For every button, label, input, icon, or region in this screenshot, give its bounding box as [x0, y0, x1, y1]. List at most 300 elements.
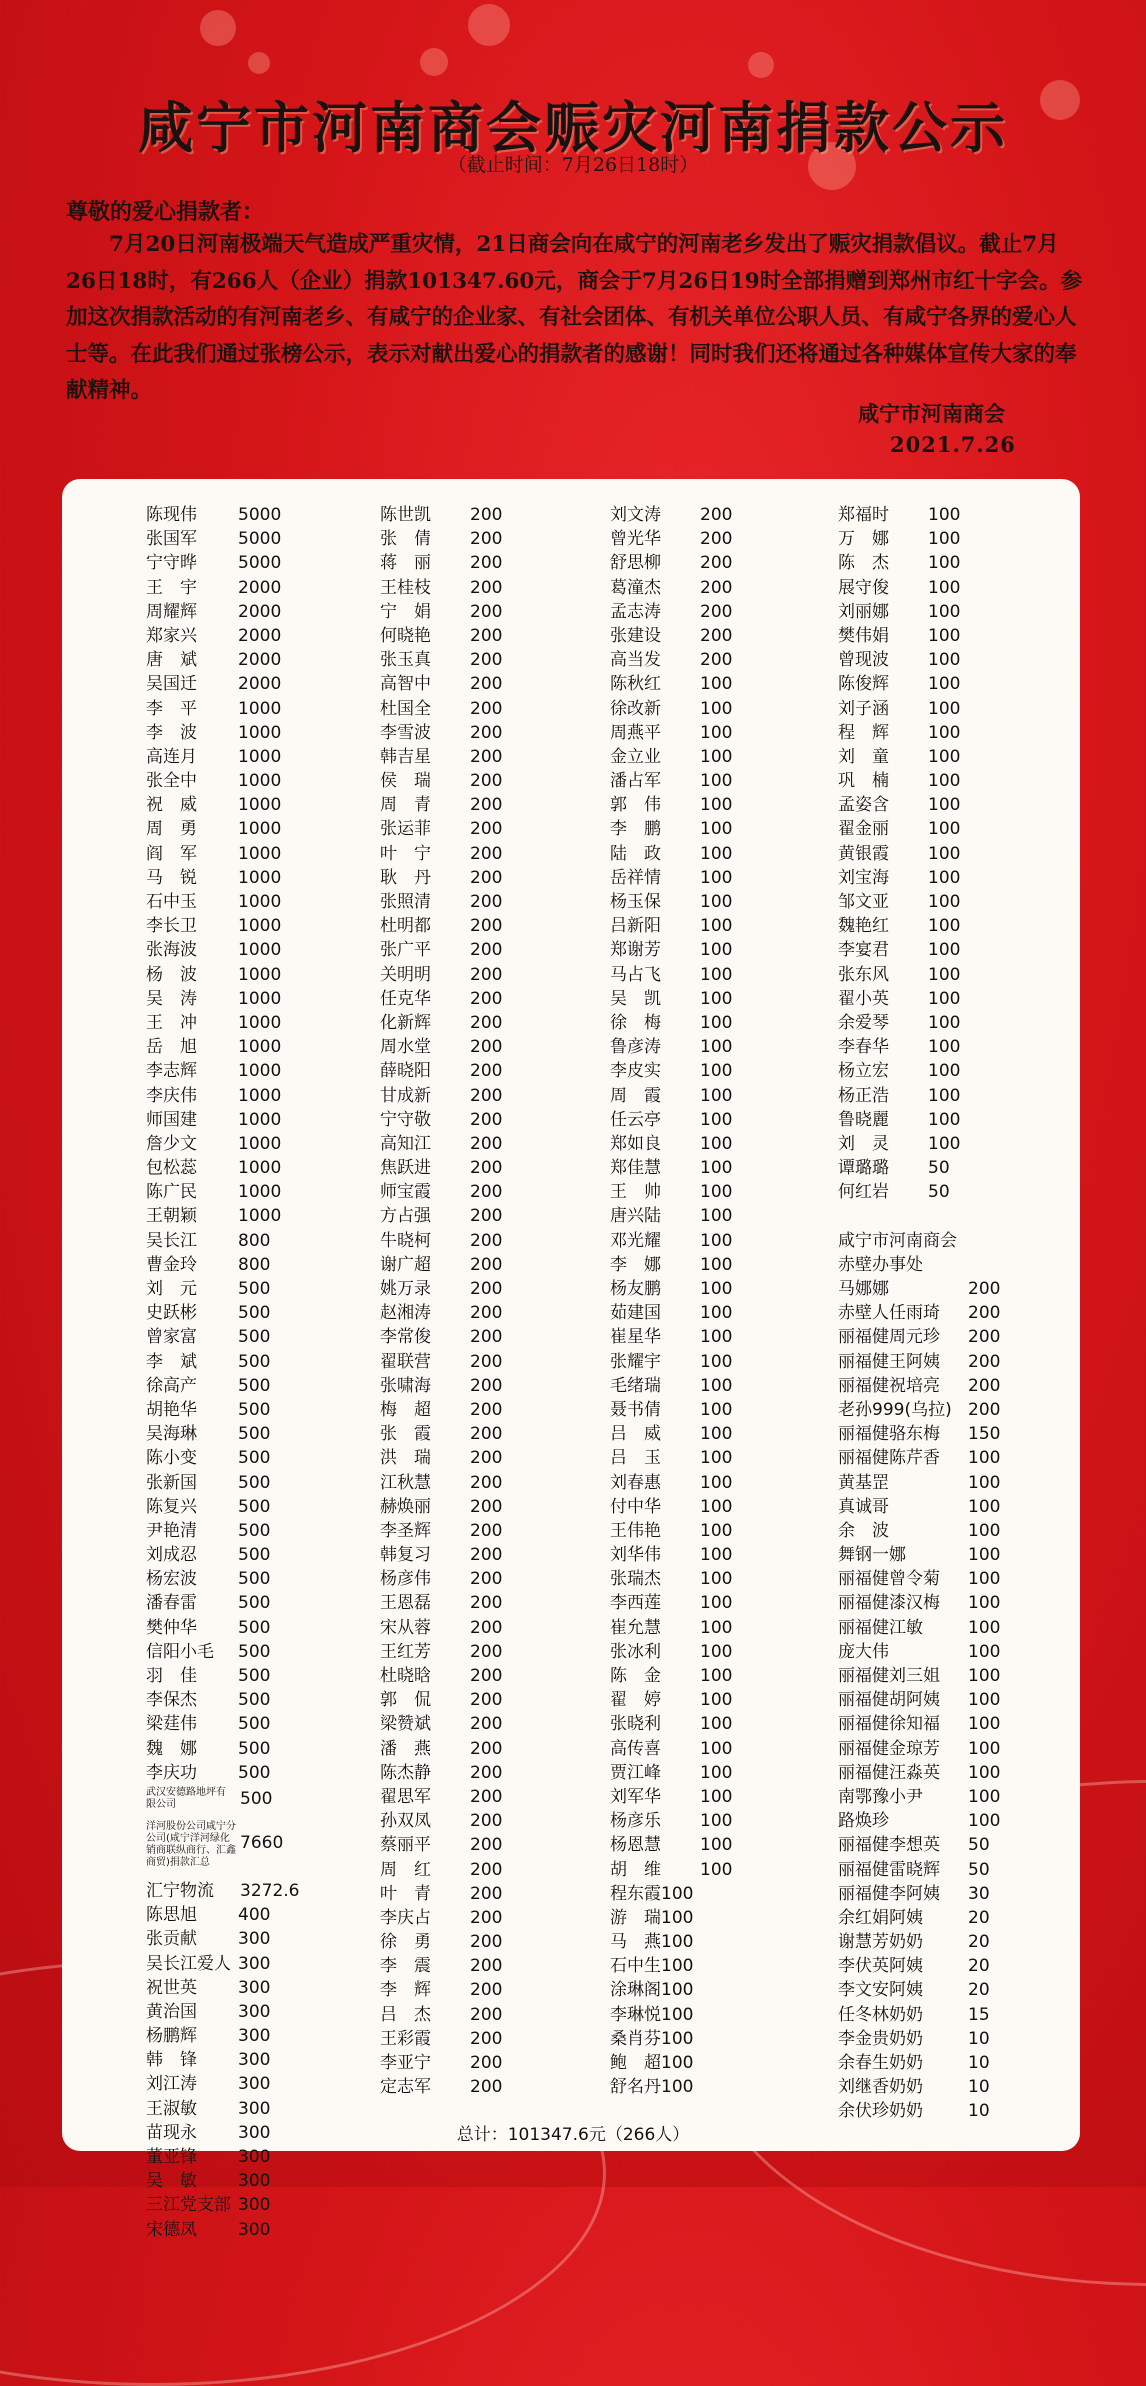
donation-amount: 100: [700, 771, 733, 792]
donation-amount: 300: [238, 2026, 271, 2047]
donation-amount: 200: [470, 1690, 503, 1711]
donor-name: 张啸海: [380, 1375, 431, 1396]
donation-amount: 200: [470, 1762, 503, 1783]
donation-amount: 200: [470, 1907, 503, 1928]
donation-amount: 200: [470, 722, 503, 743]
donor-row: [146, 1301, 346, 1325]
donor-row: [146, 576, 346, 600]
donor-name: 孙双凤: [380, 1811, 431, 1832]
donation-amount: 800: [238, 1230, 271, 1251]
donor-row: [380, 1132, 580, 1156]
donation-amount: 50: [968, 1859, 990, 1880]
donation-amount: 100: [700, 1835, 733, 1856]
donor-name: 郑谢芳: [610, 940, 661, 961]
donor-name: 甘成新: [380, 1085, 431, 1106]
donor-name: 何晓艳: [380, 625, 431, 646]
donor-name: 李圣辉: [380, 1520, 431, 1541]
donor-name: 周 青: [380, 795, 431, 816]
donor-name: 方占强: [380, 1206, 431, 1227]
donor-name: 阎 军: [146, 843, 197, 864]
donation-amount: 500: [238, 1762, 271, 1783]
donor-name: 李伏英阿姨: [838, 1956, 923, 1977]
donor-row: [610, 1688, 810, 1712]
donor-name: 樊仲华: [146, 1617, 197, 1638]
donor-row: [380, 1978, 580, 2002]
donor-row: [610, 600, 810, 624]
donor-row: [146, 1277, 346, 1301]
donor-name: 杨鹏辉: [146, 2026, 197, 2047]
donor-name: 翟 婷: [610, 1690, 661, 1711]
donor-row: [146, 1108, 346, 1132]
donor-name: 桑肖芬100: [610, 2028, 694, 2049]
donation-amount: 500: [238, 1496, 271, 1517]
donor-name: 路焕珍: [838, 1811, 889, 1832]
donor-name: 叶 青: [380, 1883, 431, 1904]
donor-row: [146, 1879, 346, 1903]
donor-row: [838, 672, 1038, 696]
donation-amount: 500: [238, 1714, 271, 1735]
donor-row: [838, 1156, 1038, 1180]
donor-name: 孟姿含: [838, 795, 889, 816]
donation-amount: 800: [238, 1254, 271, 1275]
donor-name: 谭璐璐: [838, 1158, 889, 1179]
donor-row: [380, 1906, 580, 1930]
donor-row: [380, 1277, 580, 1301]
donor-row: [380, 1616, 580, 1640]
donor-row: [610, 2027, 810, 2051]
donor-row: [838, 745, 1038, 769]
donor-row: [838, 721, 1038, 745]
donor-row: [380, 1204, 580, 1228]
donation-amount: 100: [700, 1085, 733, 1106]
donor-name: 丽福健胡阿姨: [838, 1690, 940, 1711]
donor-row: [146, 1712, 346, 1736]
donor-row: [146, 1471, 346, 1495]
donor-row: [380, 1301, 580, 1325]
donation-amount: 200: [968, 1327, 1001, 1348]
donor-row: [146, 987, 346, 1011]
donor-row: [610, 1374, 810, 1398]
donation-amount: 100: [700, 746, 733, 767]
donation-amount: 100: [700, 674, 733, 695]
donor-name: 庞大伟: [838, 1641, 889, 1662]
donor-row: [146, 793, 346, 817]
donation-amount: 300: [238, 2171, 271, 2192]
donor-name: 李 斌: [146, 1351, 197, 1372]
donor-row: [146, 1180, 346, 1204]
donor-row: [380, 1954, 580, 1978]
donor-name: 李保杰: [146, 1690, 197, 1711]
donation-amount: 100: [928, 698, 961, 719]
donor-name: 薛晓阳: [380, 1061, 431, 1082]
donor-row: [838, 1616, 1038, 1640]
donor-name: 李 鹏: [610, 819, 661, 840]
donation-amount: 100: [968, 1714, 1001, 1735]
donor-row: [610, 890, 810, 914]
donation-amount: 100: [928, 1037, 961, 1058]
donor-row: [610, 1930, 810, 1954]
donor-name: 石中玉: [146, 892, 197, 912]
donor-row: [838, 2027, 1038, 2051]
donor-row: [838, 1954, 1038, 1978]
donation-amount: 100: [928, 867, 961, 888]
donor-row: [610, 769, 810, 793]
donor-row: [838, 1543, 1038, 1567]
donor-row: [838, 1906, 1038, 1930]
donation-amount: 1000: [238, 1133, 282, 1154]
donor-row: [838, 1350, 1038, 1374]
donation-amount: 300: [238, 2050, 271, 2071]
donor-row: [380, 1640, 580, 1664]
donor-row: [610, 914, 810, 938]
donation-amount: 100: [700, 1859, 733, 1880]
donation-amount: 100: [928, 601, 961, 622]
donation-amount: 200: [700, 505, 733, 525]
donor-name: 詹少文: [146, 1133, 197, 1154]
donor-name: 谢慧芳奶奶: [838, 1932, 923, 1953]
donor-name: 崔星华: [610, 1327, 661, 1348]
donor-row: [610, 866, 810, 890]
donor-row: [146, 1422, 346, 1446]
donation-amount: 100: [968, 1472, 1001, 1493]
donor-row: [838, 890, 1038, 914]
donor-row: [146, 817, 346, 841]
donation-amount: 100: [700, 1448, 733, 1469]
donor-name: 刘军华: [610, 1786, 661, 1807]
donor-name: 陈世凯: [380, 505, 431, 525]
donor-name: 丽福健周元珍: [838, 1327, 940, 1348]
donor-row: [380, 1712, 580, 1736]
donor-row: [610, 624, 810, 648]
donor-name: 金立业: [610, 746, 661, 767]
signature-date: 2021.7.26: [890, 432, 1016, 457]
donor-row: [380, 1785, 580, 1809]
donor-name: 梅 超: [380, 1399, 431, 1420]
donation-amount: 100: [700, 1641, 733, 1662]
donation-amount: 200: [470, 1641, 503, 1662]
donor-row: [838, 1471, 1038, 1495]
donor-name: 杨正浩: [838, 1085, 889, 1106]
donor-row: [838, 963, 1038, 987]
donor-name: 刘丽娜: [838, 601, 889, 622]
donor-row: [380, 672, 580, 696]
donor-name: 吕 威: [610, 1424, 661, 1445]
donation-amount: 200: [470, 819, 503, 840]
donor-row: [610, 1858, 810, 1882]
donor-name: 陈秋红: [610, 674, 661, 695]
donor-row: [838, 842, 1038, 866]
donor-row: [610, 963, 810, 987]
donor-name: 吕新阳: [610, 916, 661, 937]
donation-amount: 100: [700, 1738, 733, 1759]
donor-name: 陈小变: [146, 1448, 197, 1469]
donor-row: [380, 938, 580, 962]
donation-amount: 10: [968, 2028, 990, 2049]
donor-name: 师国建: [146, 1109, 197, 1130]
donor-row: [610, 1108, 810, 1132]
donor-name: 吴 凯: [610, 988, 661, 1009]
donor-row: [380, 1156, 580, 1180]
donation-amount: 200: [470, 529, 503, 550]
donor-row: [380, 1664, 580, 1688]
donation-amount: 500: [238, 1303, 271, 1324]
donor-row: [380, 551, 580, 575]
donor-name: 师宝霞: [380, 1182, 431, 1203]
donor-row: [380, 527, 580, 551]
donor-name: 李皮实: [610, 1061, 661, 1082]
donation-amount: 100: [928, 940, 961, 961]
donation-amount: 500: [238, 1327, 271, 1348]
donor-name: 徐 梅: [610, 1012, 661, 1033]
donor-row: [146, 1819, 346, 1879]
donor-name: 鲁晓麗: [838, 1109, 889, 1130]
donor-row: [146, 2097, 346, 2121]
donation-amount: 100: [700, 1714, 733, 1735]
donation-amount: 100: [700, 988, 733, 1009]
donation-amount: 200: [968, 1303, 1001, 1324]
donation-amount: 100: [928, 553, 961, 574]
donor-row: [380, 1011, 580, 1035]
donor-row: [610, 2051, 810, 2075]
donor-name: 老孙999(乌拉): [838, 1399, 952, 1420]
donation-amount: 100: [700, 1762, 733, 1783]
donor-name: 郑福时: [838, 505, 889, 525]
donor-name: 聂书倩: [610, 1399, 661, 1420]
donor-name: 马 燕100: [610, 1932, 694, 1953]
donation-total: 总计：101347.6元（266人）: [456, 2125, 690, 2145]
donation-amount: 200: [700, 529, 733, 550]
donor-name: 真诚哥: [838, 1496, 889, 1517]
donor-name: 高智中: [380, 674, 431, 695]
donor-row: [146, 1084, 346, 1108]
donation-amount: 50: [968, 1835, 990, 1856]
donor-name: 李 震: [380, 1956, 431, 1977]
donor-row: [146, 1761, 346, 1785]
donor-row: [838, 1180, 1038, 1204]
donor-name: 马占飞: [610, 964, 661, 985]
donation-amount: 500: [238, 1593, 271, 1614]
donation-amount: 200: [470, 1037, 503, 1058]
donor-name: 李琳悦100: [610, 2004, 694, 2025]
donation-amount: 100: [968, 1762, 1001, 1783]
donor-name: 丽福健祝培亮: [838, 1375, 940, 1396]
donor-row: [380, 1253, 580, 1277]
donor-row: [380, 769, 580, 793]
donor-name: 唐 斌: [146, 650, 197, 671]
donor-row: [610, 1398, 810, 1422]
donor-name: 毛绪瑞: [610, 1375, 661, 1396]
donor-row: [146, 914, 346, 938]
donor-name: 丽福健金琼芳: [838, 1738, 940, 1759]
donor-name: 羽 佳: [146, 1666, 197, 1686]
donor-row: [610, 1978, 810, 2002]
donor-row: [146, 1229, 346, 1253]
donor-row: [380, 1446, 580, 1470]
donation-amount: 300: [238, 1953, 271, 1974]
donation-amount: 100: [700, 1182, 733, 1203]
donor-row: [610, 1471, 810, 1495]
donor-name: 王桂枝: [380, 577, 431, 598]
donor-name: 何红岩: [838, 1182, 889, 1203]
donor-row: [838, 551, 1038, 575]
donation-amount: 200: [470, 505, 503, 525]
donation-amount: 2000: [238, 674, 282, 695]
donor-row: [380, 1229, 580, 1253]
donor-name: 李 波: [146, 722, 197, 743]
donor-row: [380, 1519, 580, 1543]
donation-amount: 1000: [238, 1085, 282, 1106]
donor-row: [146, 2072, 346, 2096]
donor-row: [610, 1350, 810, 1374]
donor-row: [380, 914, 580, 938]
donor-name: 丽福健江敏: [838, 1617, 923, 1638]
donor-name: 耿 丹: [380, 867, 431, 888]
donation-amount: 200: [470, 625, 503, 646]
donation-amount: 100: [700, 843, 733, 864]
donor-name: 定志军: [380, 2077, 431, 2098]
donor-row: [380, 1108, 580, 1132]
donor-name: 曾家富: [146, 1327, 197, 1348]
donation-amount: 200: [470, 916, 503, 937]
donor-row: [146, 600, 346, 624]
donor-row: [380, 1930, 580, 1954]
donor-row: [838, 1132, 1038, 1156]
donation-amount: 200: [470, 1883, 503, 1904]
donor-name: 刘宝海: [838, 867, 889, 888]
donor-row: [610, 1567, 810, 1591]
donor-row: [380, 1567, 580, 1591]
donor-name: 陈思旭: [146, 1905, 197, 1926]
donor-row: [610, 1519, 810, 1543]
donor-name: 刘 灵: [838, 1133, 889, 1154]
donation-amount: 100: [700, 1569, 733, 1590]
donor-name: 周 霞: [610, 1085, 661, 1106]
donation-amount: 300: [238, 2195, 271, 2216]
bokeh-decoration: [748, 52, 774, 78]
donor-name: 潘占军: [610, 771, 661, 792]
donor-row: [610, 1640, 810, 1664]
donor-row: [146, 866, 346, 890]
donor-name: 舞钢一娜: [838, 1545, 906, 1566]
donation-amount: 200: [470, 1956, 503, 1977]
donor-row: [838, 817, 1038, 841]
donor-name: 李金贵奶奶: [838, 2028, 923, 2049]
donor-row: [146, 1374, 346, 1398]
donor-name: 刘文涛: [610, 505, 661, 525]
donor-row: [610, 842, 810, 866]
donor-row: [838, 1833, 1038, 1857]
donation-amount: 500: [238, 1569, 271, 1590]
donor-column-4: [838, 503, 1038, 2124]
donor-name: 黄基罡: [838, 1472, 889, 1493]
donation-amount: 100: [968, 1690, 1001, 1711]
donor-row: [838, 987, 1038, 1011]
donation-amount: 1000: [238, 843, 282, 864]
donation-amount: 150: [968, 1424, 1001, 1445]
donor-name: 张国军: [146, 529, 197, 550]
donor-row: [380, 1325, 580, 1349]
donation-amount: 1000: [238, 1109, 282, 1130]
donation-amount: 3272.6: [240, 1880, 300, 1901]
donation-amount: 100: [928, 892, 961, 912]
donor-row: [838, 1398, 1038, 1422]
donation-amount: 100: [700, 1472, 733, 1493]
donor-name: 刘 童: [838, 746, 889, 767]
donor-row: [146, 527, 346, 551]
donor-name: 吴 涛: [146, 988, 197, 1009]
donation-amount: 200: [700, 601, 733, 622]
donor-name: 余爱琴: [838, 1012, 889, 1033]
donor-row: [380, 1180, 580, 1204]
donor-row: [610, 1180, 810, 1204]
donor-name: 丽福健李想英: [838, 1835, 940, 1856]
donation-amount: 100: [968, 1593, 1001, 1614]
donation-amount: 200: [470, 795, 503, 816]
donation-amount: 200: [968, 1351, 1001, 1372]
donor-name: 李文安阿姨: [838, 1980, 923, 2001]
donation-amount: 1000: [238, 1182, 282, 1203]
donor-row: [838, 1882, 1038, 1906]
donor-name: 宁守晔: [146, 553, 197, 574]
donor-name: 岳祥情: [610, 867, 661, 888]
donation-amount: 1000: [238, 1158, 282, 1179]
donation-amount: 100: [700, 1254, 733, 1275]
donation-amount: 100: [928, 771, 961, 792]
donor-row: [838, 1664, 1038, 1688]
donor-row: [610, 1277, 810, 1301]
donation-amount: 100: [700, 1230, 733, 1251]
donation-amount: 30: [968, 1883, 990, 1904]
donor-name: 葛潼杰: [610, 577, 661, 598]
donation-amount: 200: [470, 1303, 503, 1324]
donor-column-2: [380, 503, 580, 2099]
donor-row: [838, 2051, 1038, 2075]
donor-row: [380, 1858, 580, 1882]
donation-amount: 1000: [238, 940, 282, 961]
donor-row: [610, 2003, 810, 2027]
donor-name: 陈复兴: [146, 1496, 197, 1517]
donor-row: [838, 1737, 1038, 1761]
donor-name: 李志辉: [146, 1061, 197, 1082]
donor-row: [610, 817, 810, 841]
bokeh-decoration: [248, 52, 270, 74]
section-header: [838, 1253, 1038, 1277]
donor-row: [146, 963, 346, 987]
donor-name: 翟小英: [838, 988, 889, 1009]
donor-row: [380, 576, 580, 600]
donor-row: [380, 817, 580, 841]
donor-name: 周 红: [380, 1859, 431, 1880]
donation-amount: 100: [700, 1690, 733, 1711]
donation-amount: 100: [928, 577, 961, 598]
donor-name: 李 平: [146, 698, 197, 719]
donation-amount: 100: [928, 529, 961, 550]
donor-name: 李长卫: [146, 916, 197, 937]
donor-name: 翟金丽: [838, 819, 889, 840]
donation-amount: 500: [238, 1448, 271, 1469]
donor-row: [380, 2027, 580, 2051]
donor-row: [146, 1325, 346, 1349]
donation-amount: 5000: [238, 529, 282, 550]
donor-row: [146, 1350, 346, 1374]
donor-row: [146, 1952, 346, 1976]
donor-row: [380, 1350, 580, 1374]
donation-amount: 100: [928, 625, 961, 646]
donor-name: 余春生奶奶: [838, 2053, 923, 2073]
donation-amount: 100: [700, 1545, 733, 1566]
donation-amount: 200: [470, 650, 503, 671]
donation-amount: 500: [238, 1738, 271, 1759]
